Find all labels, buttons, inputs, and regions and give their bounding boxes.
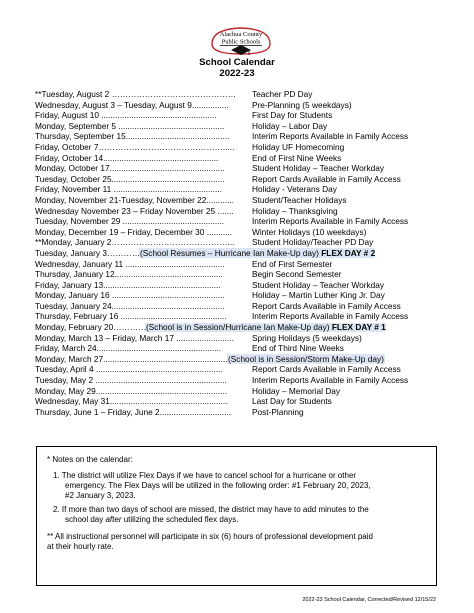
footer-revision: 2022-23 School Calendar, Corrected/Revised 12/15/22	[302, 597, 436, 603]
note-1-line-3: #2 January 3, 2023.	[65, 491, 136, 500]
calendar-date: Friday, October 14..................................................	[35, 152, 219, 163]
calendar-row	[35, 333, 455, 344]
calendar-event: Student Holiday/Teacher PD Day	[252, 237, 374, 248]
note-1-line-2: emergency. The Flex Days will be utilized in the following order: #1 February 20, 2023,	[65, 481, 371, 490]
calendar-date: **Monday, January 2……………………………………...	[35, 237, 235, 248]
calendar-event: Last Day for Students	[252, 396, 332, 407]
calendar-event: Student Holiday – Teacher Workday	[252, 163, 385, 174]
calendar-event: Winter Holidays (10 weekdays)	[252, 226, 367, 237]
calendar-row	[35, 364, 455, 375]
calendar-date: Monday, January 16 .................................................	[35, 290, 225, 301]
calendar-date: Tuesday, April 4 .......................................................	[35, 364, 223, 375]
calendar-event: Holiday UF Homecoming	[252, 141, 345, 152]
calendar-event: Report Cards Available in Family Access	[252, 300, 401, 311]
calendar-row	[35, 248, 455, 259]
calendar-row	[35, 354, 455, 365]
calendar-date: Friday, October 7……………………………………….....	[35, 141, 235, 152]
calendar-date: Wednesday November 23 – Friday November 25 .......	[35, 205, 234, 216]
calendar-date: **Tuesday, August 2 ………………………………………	[35, 89, 237, 99]
calendar-date: Monday, March 27......................................................	[35, 353, 228, 364]
calendar-row	[35, 386, 455, 397]
calendar-event: Holiday – Memorial Day	[252, 385, 341, 396]
calendar-event: Pre-Planning (5 weekdays)	[252, 99, 352, 110]
calendar-row	[35, 269, 455, 280]
calendar-row	[35, 375, 455, 386]
calendar-row	[35, 396, 455, 407]
calendar-event: (School is in Session/Hurricane Ian Make-Up day) FLEX DAY # 1	[146, 322, 386, 333]
calendar-event: Begin Second Semester	[252, 269, 342, 280]
logo-line2: Public Schools	[221, 38, 261, 46]
note-1-line-1: 1. The district will utilize Flex Days if we have to cancel school for a hurricane or other	[53, 471, 357, 480]
calendar-date: Wednesday, August 3 – Tuesday, August 9................	[35, 99, 229, 110]
calendar-event: Teacher PD Day	[252, 89, 313, 99]
calendar-date: Monday, February 20…………	[35, 322, 147, 333]
calendar-event: Spring Holidays (5 weekdays)	[252, 332, 362, 343]
calendar-event: End of First Semester	[252, 258, 333, 269]
calendar-event: Holiday – Labor Day	[252, 120, 328, 131]
calendar-event: Holiday – Martin Luther King Jr. Day	[252, 290, 385, 301]
calendar-date: Friday, March 24......................................................	[35, 343, 222, 354]
calendar-row	[35, 407, 455, 418]
calendar-date: Tuesday, January 24.................................................	[35, 300, 225, 311]
calendar-date: Wednesday, May 31...................................................	[35, 396, 228, 407]
calendar-date: Thursday, June 1 – Friday, June 2...............................	[35, 406, 232, 417]
calendar-event: (School Resumes – Hurricane Ian Make-Up day) FLEX DAY # 2	[140, 247, 376, 258]
calendar-date: Monday, May 29.........................................................	[35, 385, 228, 396]
calendar-date: Thursday, September 15.............................................	[35, 131, 230, 142]
calendar-event: Interim Reports Available in Family Access	[252, 216, 409, 227]
calendar-event: Student/Teacher Holidays	[252, 194, 347, 205]
calendar-date: Tuesday, November 29 ............................................	[35, 216, 225, 227]
calendar-row	[35, 237, 455, 248]
calendar-date: Monday, November 21-Tuesday, November 22............	[35, 194, 235, 205]
school-year: 2022-23	[219, 68, 255, 79]
pd-note-line-2: at their hourly rate.	[47, 542, 114, 551]
calendar-date: Tuesday, January 3…………	[35, 247, 141, 258]
calendar-row	[35, 131, 455, 142]
calendar-date: Tuesday, October 25.................................................	[35, 173, 225, 184]
calendar-event: End of Third Nine Weeks	[252, 343, 344, 354]
calendar-row	[35, 195, 455, 206]
calendar-row	[35, 216, 455, 227]
calendar-event: Holiday – Thanksgiving	[252, 205, 338, 216]
page-title: School Calendar	[199, 57, 275, 68]
calendar-date: Monday, December 19 – Friday, December 30 ...........	[35, 226, 233, 237]
calendar-row	[35, 100, 455, 111]
calendar-event: End of First Nine Weeks	[252, 152, 342, 163]
calendar-row	[35, 206, 455, 217]
calendar-row	[35, 121, 455, 132]
calendar-event: Report Cards Available in Family Access	[252, 173, 401, 184]
calendar-date: Thursday, February 16 ..............................................	[35, 311, 227, 322]
logo-line1: Alachua County	[219, 31, 263, 38]
calendar-event: Report Cards Available in Family Access	[252, 364, 401, 375]
calendar-event: Interim Reports Available in Family Access	[252, 375, 409, 386]
calendar-date: Friday, November 11 ...............................................	[35, 184, 222, 195]
calendar-row	[35, 110, 455, 121]
calendar-date: Friday, August 10 ..................................................	[35, 110, 217, 121]
calendar-row	[35, 153, 455, 164]
notes-box	[36, 446, 437, 586]
calendar-row	[35, 301, 455, 312]
calendar-date: Monday, March 13 – Friday, March 17 .........................	[35, 332, 234, 343]
calendar-event: Holiday - Veterans Day	[252, 184, 337, 195]
calendar-list	[35, 89, 455, 417]
notes-heading: * Notes on the calendar:	[47, 455, 133, 464]
note-2-line-2: school day after utilizing the scheduled flex days.	[65, 515, 239, 524]
calendar-row	[35, 184, 455, 195]
calendar-row	[35, 290, 455, 301]
calendar-event: Student Holiday – Teacher Workday	[252, 279, 385, 290]
calendar-event: (School is in Session/Storm Make-Up day)	[228, 353, 384, 364]
calendar-event: First Day for Students	[252, 110, 333, 121]
calendar-row	[35, 227, 455, 238]
pd-note-line-1: ** All instructional personnel will participate in six (6) hours of professional development paid	[47, 532, 373, 541]
note-2-line-1: 2. If more than two days of school are missed, the district may have to add minutes to the	[53, 505, 369, 514]
calendar-row	[35, 311, 455, 322]
calendar-row	[35, 259, 455, 270]
calendar-row	[35, 89, 455, 100]
calendar-date: Wednesday, January 11 ...........................................	[35, 258, 225, 269]
calendar-event: Interim Reports Available in Family Access	[252, 311, 409, 322]
calendar-date: Thursday, January 12...............................................	[35, 269, 223, 280]
calendar-date: Monday, October 17..................................................	[35, 163, 225, 174]
calendar-event: Post-Planning	[252, 406, 304, 417]
calendar-row	[35, 163, 455, 174]
calendar-row	[35, 322, 455, 333]
calendar-row	[35, 343, 455, 354]
calendar-row	[35, 174, 455, 185]
calendar-date: Friday, January 13...................................................	[35, 279, 221, 290]
alachua-county-public-schools-logo	[206, 24, 276, 58]
calendar-event: Interim Reports Available in Family Access	[252, 131, 409, 142]
calendar-date: Monday, September 5 ..............................................	[35, 120, 225, 131]
calendar-row	[35, 142, 455, 153]
calendar-date: Tuesday, May 2 .........................................................	[35, 375, 227, 386]
calendar-row	[35, 280, 455, 291]
